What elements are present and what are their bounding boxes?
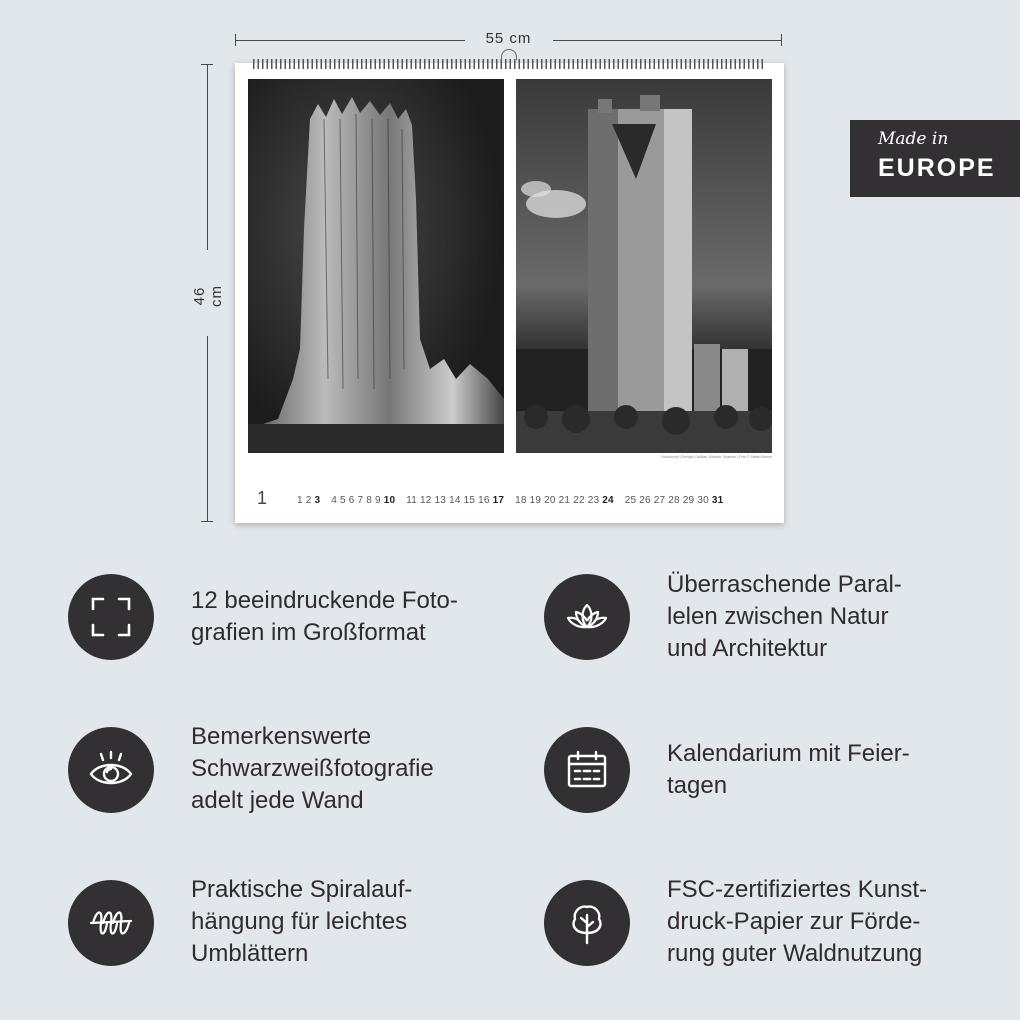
feature-icon-circle bbox=[68, 727, 154, 813]
calendar-day: 11 bbox=[406, 495, 418, 506]
calendar-day: 12 bbox=[420, 495, 432, 506]
calendar-day: 2 bbox=[305, 495, 312, 506]
feature-icon-circle bbox=[544, 574, 630, 660]
calendar-day: 4 bbox=[331, 495, 338, 506]
feature-line: adelt jede Wand bbox=[191, 787, 364, 814]
tree-icon bbox=[565, 901, 609, 945]
feature-line: Kalendarium mit Feier- bbox=[667, 740, 910, 767]
calendar-day: 28 bbox=[668, 495, 680, 506]
feature-line: 12 beeindruckende Foto- bbox=[191, 587, 458, 614]
feature-text bbox=[667, 738, 997, 802]
spiral-binding-icon bbox=[89, 901, 133, 945]
feature-line: hängung für leichtes bbox=[191, 908, 408, 935]
calendar-day: 7 bbox=[357, 495, 364, 506]
calendar-day: 23 bbox=[587, 495, 600, 506]
calendar-day: 22 bbox=[573, 495, 585, 506]
calendar-day: 8 bbox=[366, 495, 373, 506]
width-label: 55 cm bbox=[485, 30, 532, 47]
feature-line: tagen bbox=[667, 772, 728, 799]
made-in-script: Made in bbox=[878, 129, 949, 149]
calendar-day: 24 bbox=[602, 495, 614, 506]
calendar-day: 25 bbox=[624, 495, 637, 506]
feature-icon-circle bbox=[544, 880, 630, 966]
dimension-line bbox=[207, 336, 208, 522]
feature-text bbox=[191, 585, 511, 649]
calendar-icon bbox=[565, 748, 609, 792]
dimension-tick bbox=[781, 34, 782, 46]
feature-line: Schwarzweißfotografie bbox=[191, 755, 434, 782]
calendar-day: 26 bbox=[639, 495, 651, 506]
width-dimension bbox=[235, 30, 782, 50]
feature-line: Praktische Spiralauf- bbox=[191, 876, 413, 903]
calendar-day: 9 bbox=[375, 495, 381, 506]
calendar-day: 31 bbox=[711, 495, 724, 506]
dimension-tick bbox=[201, 521, 213, 522]
dimension-line bbox=[553, 40, 782, 41]
feature-icon-circle bbox=[544, 727, 630, 813]
calendar-day: 6 bbox=[348, 495, 355, 506]
feature-line: Umblättern bbox=[191, 940, 309, 967]
feature-line: lelen zwischen Natur bbox=[667, 603, 889, 630]
calendar-day: 30 bbox=[697, 495, 709, 506]
calendar-day: 19 bbox=[529, 495, 542, 506]
feature-line: rung guter Waldnutzung bbox=[667, 940, 923, 967]
made-in-europe-badge bbox=[850, 120, 1020, 197]
frame-corners-icon bbox=[89, 595, 133, 639]
height-dimension bbox=[191, 64, 225, 522]
calendar-day: 21 bbox=[558, 495, 571, 506]
calendar-day: 14 bbox=[449, 495, 461, 506]
height-label: 46 cm bbox=[191, 285, 225, 307]
photo-caption: Holzstumpf | Refugio Cañillas, Alicante, Spanien | Foto © Stefan Bräuer bbox=[661, 455, 772, 459]
tree-stump-photo bbox=[248, 79, 504, 453]
calendar-day: 15 bbox=[463, 495, 476, 506]
hanging-hook bbox=[501, 49, 517, 60]
calendar-day: 10 bbox=[383, 495, 396, 506]
skyscraper-photo bbox=[516, 79, 772, 453]
calendar-day: 1 bbox=[297, 495, 303, 506]
feature-line: und Architektur bbox=[667, 635, 828, 662]
month-number: 1 bbox=[257, 488, 268, 508]
calendar-day: 29 bbox=[682, 495, 695, 506]
eye-icon bbox=[89, 748, 133, 792]
feature-icon-circle bbox=[68, 574, 154, 660]
feature-line: FSC-zertifiziertes Kunst- bbox=[667, 876, 928, 903]
feature-icon-circle bbox=[68, 880, 154, 966]
feature-text bbox=[191, 874, 511, 970]
calendar-day: 27 bbox=[653, 495, 666, 506]
calendar-day: 5 bbox=[340, 495, 346, 506]
calendar-day: 18 bbox=[515, 495, 527, 506]
feature-text bbox=[191, 721, 531, 817]
feature-line: druck-Papier zur Förde- bbox=[667, 908, 921, 935]
feature-line: Bemerkenswerte bbox=[191, 723, 372, 750]
calendar-day: 13 bbox=[434, 495, 447, 506]
calendar-day: 17 bbox=[492, 495, 505, 506]
spiral-binding bbox=[253, 59, 766, 69]
feature-text bbox=[667, 569, 997, 665]
lotus-icon bbox=[565, 595, 609, 639]
calendar-day: 3 bbox=[314, 495, 321, 506]
feature-text bbox=[667, 874, 1007, 970]
feature-line: grafien im Großformat bbox=[191, 619, 426, 646]
europe-label: EUROPE bbox=[878, 154, 996, 182]
calendar-mockup bbox=[235, 63, 784, 523]
dimension-line bbox=[207, 64, 208, 250]
calendar-day: 16 bbox=[478, 495, 490, 506]
calendar-days bbox=[297, 495, 770, 506]
feature-line: Überraschende Paral- bbox=[667, 571, 902, 598]
calendar-day: 20 bbox=[544, 495, 556, 506]
